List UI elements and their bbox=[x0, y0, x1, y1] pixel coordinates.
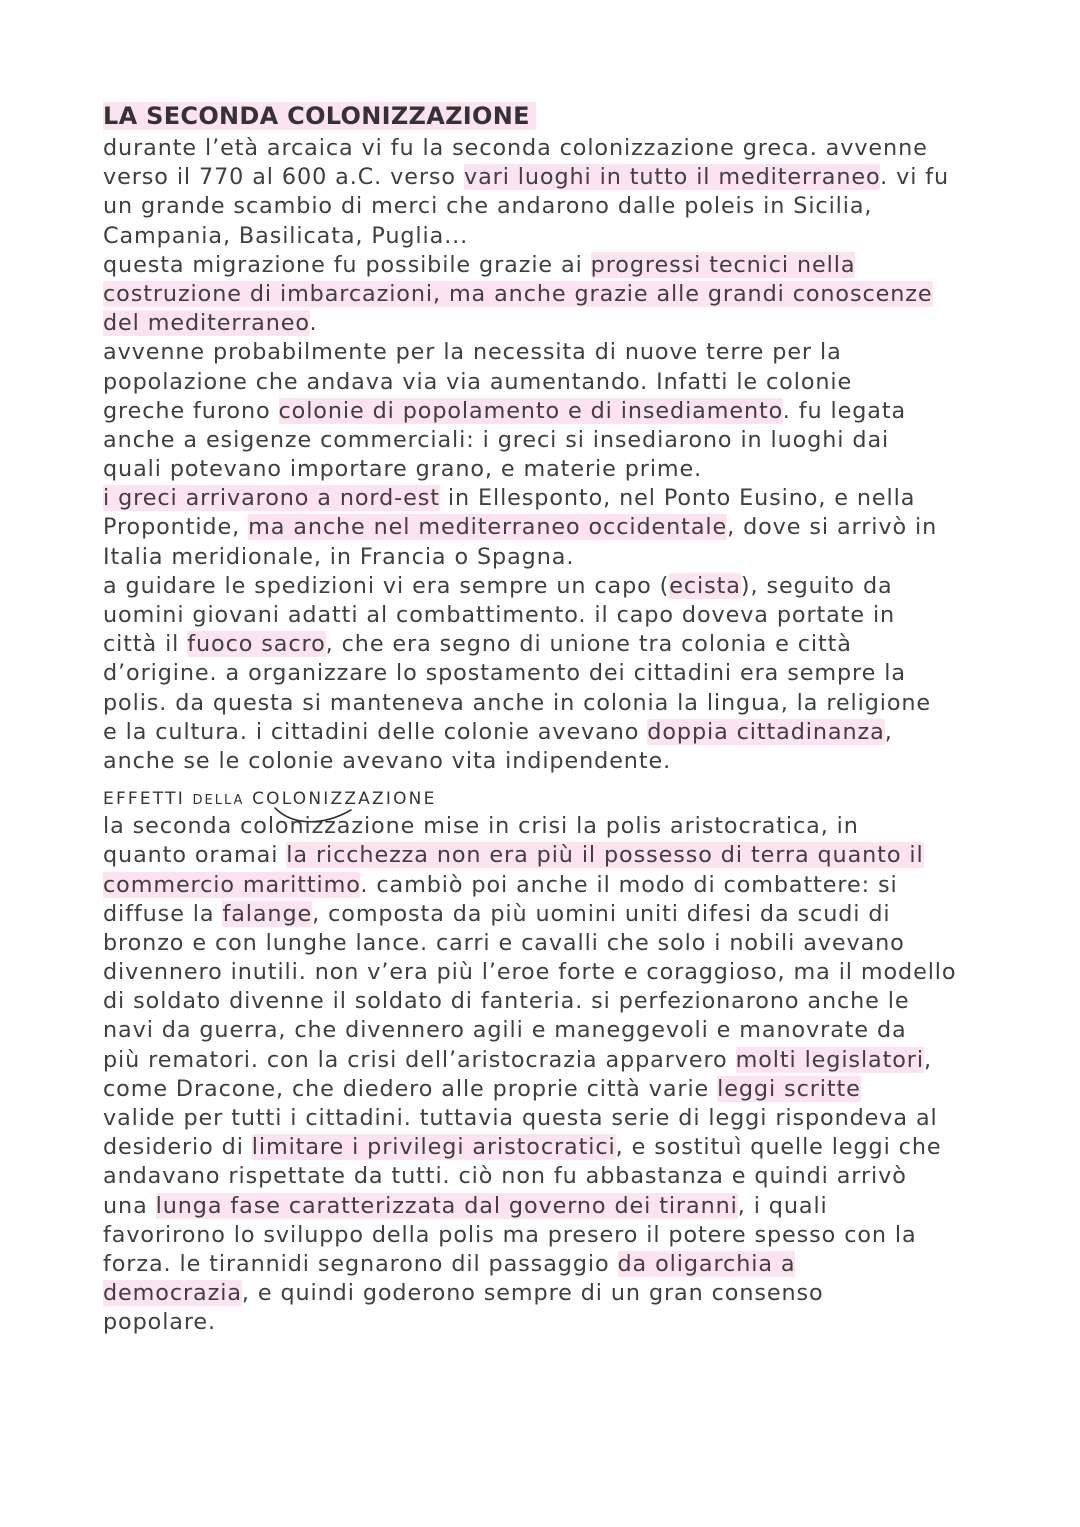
text-segment: Italia meridionale, in Francia o Spagna. bbox=[103, 543, 575, 570]
text-segment: , e quindi goderono sempre di un gran consenso bbox=[241, 1280, 824, 1307]
highlighted-text: falange bbox=[222, 900, 313, 927]
text-line bbox=[103, 841, 1003, 870]
highlighted-text: costruzione di imbarcazioni, ma anche grazie alle grandi conoscenze bbox=[103, 280, 933, 307]
text-segment: avvenne probabilmente per la necessita di nuove terre per la bbox=[103, 339, 842, 366]
text-line bbox=[103, 1104, 1003, 1133]
text-segment: . fu legata bbox=[782, 397, 907, 424]
text-line bbox=[103, 689, 1003, 718]
underline-swoosh-icon bbox=[273, 804, 353, 826]
section1-title bbox=[103, 98, 1003, 134]
text-segment: anche a esigenze commerciali: i greci si insediarono in luoghi dai bbox=[103, 426, 890, 453]
text-segment: , bbox=[884, 718, 893, 745]
highlighted-text: ma anche nel mediterraneo occidentale bbox=[248, 514, 728, 541]
notes-page bbox=[103, 98, 1003, 1338]
section2-title-word3: COLONIZZAZIONE bbox=[252, 789, 437, 810]
highlighted-text: progressi tecnici nella bbox=[590, 251, 856, 278]
text-segment: Propontide, bbox=[103, 514, 249, 541]
text-segment: a guidare le spedizioni vi era sempre un capo ( bbox=[103, 572, 670, 599]
highlighted-text: commercio marittimo bbox=[103, 871, 361, 898]
text-segment: , e sostituì quelle leggi che bbox=[615, 1134, 942, 1161]
text-segment: greche furono bbox=[103, 397, 279, 424]
text-segment: . bbox=[309, 310, 318, 337]
text-line bbox=[103, 513, 1003, 542]
text-segment: la seconda colonizzazione mise in crisi la polis aristocratica, in bbox=[103, 813, 859, 840]
text-line bbox=[103, 1308, 1003, 1337]
text-segment: ), seguito da bbox=[740, 572, 893, 599]
highlighted-text: lunga fase caratterizzata dal governo dei tiranni bbox=[155, 1192, 738, 1219]
highlighted-text: molti legislatori bbox=[735, 1046, 924, 1073]
text-line bbox=[103, 747, 1003, 776]
text-line bbox=[103, 630, 1003, 659]
text-segment: e la cultura. i cittadini delle colonie avevano bbox=[103, 718, 648, 745]
text-segment: , dove si arrivò in bbox=[727, 514, 938, 541]
text-segment: diffuse la bbox=[103, 900, 223, 927]
text-segment: navi da guerra, che divennero agili e maneggevoli e manovrate da bbox=[103, 1017, 907, 1044]
highlighted-text: i greci arrivarono a nord-est bbox=[103, 485, 440, 512]
text-segment: quanto oramai bbox=[103, 842, 287, 869]
text-segment: polis. da questa si manteneva anche in colonia la lingua, la religione bbox=[103, 689, 932, 716]
text-segment: durante l’età arcaica vi fu la seconda colonizzazione greca. avvenne bbox=[103, 135, 928, 161]
text-line bbox=[103, 572, 1003, 601]
text-segment: in Ellesponto, nel Ponto Eusino, e nella bbox=[439, 485, 916, 512]
text-line bbox=[103, 958, 1003, 987]
text-segment: più rematori. con la crisi dell’aristocrazia apparvero bbox=[103, 1046, 736, 1073]
text-line bbox=[103, 455, 1003, 484]
highlighted-text: la ricchezza non era più il possesso di terra quanto il bbox=[286, 842, 924, 869]
highlighted-text: del mediterraneo bbox=[103, 310, 310, 337]
text-line bbox=[103, 1221, 1003, 1250]
section1-body bbox=[103, 134, 1003, 776]
text-segment: , i quali bbox=[737, 1192, 828, 1219]
highlighted-text: democrazia bbox=[103, 1280, 242, 1307]
text-line bbox=[103, 1075, 1003, 1104]
text-segment: , che era segno di unione tra colonia e città bbox=[325, 631, 852, 658]
text-segment: popolare. bbox=[103, 1309, 217, 1336]
text-segment: un grande scambio di merci che andarono dalle poleis in Sicilia, bbox=[103, 193, 873, 220]
text-line bbox=[103, 1133, 1003, 1162]
text-segment: desiderio di bbox=[103, 1134, 252, 1161]
text-line bbox=[103, 338, 1003, 367]
text-line bbox=[103, 280, 1003, 309]
text-line bbox=[103, 163, 1003, 192]
text-line bbox=[103, 368, 1003, 397]
text-line bbox=[103, 1250, 1003, 1279]
text-segment: una bbox=[103, 1192, 156, 1219]
highlighted-text: vari luoghi in tutto il mediterraneo bbox=[463, 164, 881, 191]
highlighted-text: ecista bbox=[669, 572, 741, 599]
text-line bbox=[103, 718, 1003, 747]
text-segment: anche se le colonie avevano vita indipendente. bbox=[103, 747, 672, 774]
text-line bbox=[103, 987, 1003, 1016]
text-segment: verso il 770 al 600 a.C. verso bbox=[103, 164, 464, 191]
text-segment: , bbox=[923, 1046, 932, 1073]
highlighted-text: da oligarchia a bbox=[617, 1250, 796, 1277]
text-line bbox=[103, 1162, 1003, 1191]
text-segment: , composta da più uomini uniti difesi da scudi di bbox=[312, 900, 891, 927]
text-line bbox=[103, 222, 1003, 251]
text-line bbox=[103, 251, 1003, 280]
text-segment: Campania, Basilicata, Puglia... bbox=[103, 222, 469, 249]
section1-title-text: LA SECONDA COLONIZZAZIONE bbox=[103, 102, 536, 130]
text-line bbox=[103, 1279, 1003, 1308]
text-segment: . cambiò poi anche il modo di combattere: si bbox=[360, 871, 898, 898]
highlighted-text: colonie di popolamento e di insediamento bbox=[278, 397, 783, 424]
section2-title bbox=[103, 786, 1003, 812]
text-line bbox=[103, 1046, 1003, 1075]
text-line bbox=[103, 812, 1003, 841]
text-segment: . vi fu bbox=[880, 164, 950, 191]
text-segment: questa migrazione fu possibile grazie ai bbox=[103, 251, 591, 278]
text-segment: popolazione che andava via via aumentando. Infatti le colonie bbox=[103, 368, 853, 395]
section2-body bbox=[103, 812, 1003, 1337]
highlighted-text: fuoco sacro bbox=[187, 631, 326, 658]
text-line bbox=[103, 426, 1003, 455]
text-line bbox=[103, 192, 1003, 221]
text-segment: bronzo e con lunghe lance. carri e cavalli che solo i nobili avevano bbox=[103, 929, 905, 956]
text-line bbox=[103, 900, 1003, 929]
text-line bbox=[103, 134, 1003, 163]
text-line bbox=[103, 601, 1003, 630]
section2-title-word2: DELLA bbox=[192, 793, 245, 809]
text-segment: come Dracone, che diedero alle proprie città varie bbox=[103, 1075, 718, 1102]
text-line bbox=[103, 309, 1003, 338]
section2-title-word1: EFFETTI bbox=[103, 789, 185, 810]
text-line bbox=[103, 397, 1003, 426]
highlighted-text: limitare i privilegi aristocratici bbox=[251, 1134, 616, 1161]
text-line bbox=[103, 871, 1003, 900]
text-segment: città il bbox=[103, 631, 188, 658]
text-segment: di soldato divenne il soldato di fanteria. si perfezionarono anche le bbox=[103, 988, 910, 1015]
text-line bbox=[103, 659, 1003, 688]
text-segment: valide per tutti i cittadini. tuttavia questa serie di leggi rispondeva al bbox=[103, 1105, 938, 1131]
text-segment: uomini giovani adatti al combattimento. il capo doveva portate in bbox=[103, 602, 896, 628]
text-segment: favorirono lo sviluppo della polis ma presero il potere spesso con la bbox=[103, 1221, 917, 1248]
text-segment: forza. le tirannidi segnarono dil passaggio bbox=[103, 1250, 618, 1277]
text-line bbox=[103, 543, 1003, 572]
text-segment: andavano rispettate da tutti. ciò non fu abbastanza e quindi arrivò bbox=[103, 1163, 907, 1190]
text-line bbox=[103, 1016, 1003, 1045]
text-segment: quali potevano importare grano, e materie prime. bbox=[103, 456, 703, 483]
text-line bbox=[103, 929, 1003, 958]
text-segment: d’origine. a organizzare lo spostamento dei cittadini era sempre la bbox=[103, 660, 906, 687]
text-segment: divennero inutili. non v’era più l’eroe forte e coraggioso, ma il modello bbox=[103, 959, 957, 986]
text-line bbox=[103, 1192, 1003, 1221]
text-line bbox=[103, 484, 1003, 513]
highlighted-text: leggi scritte bbox=[717, 1075, 861, 1102]
highlighted-text: doppia cittadinanza bbox=[647, 718, 885, 745]
